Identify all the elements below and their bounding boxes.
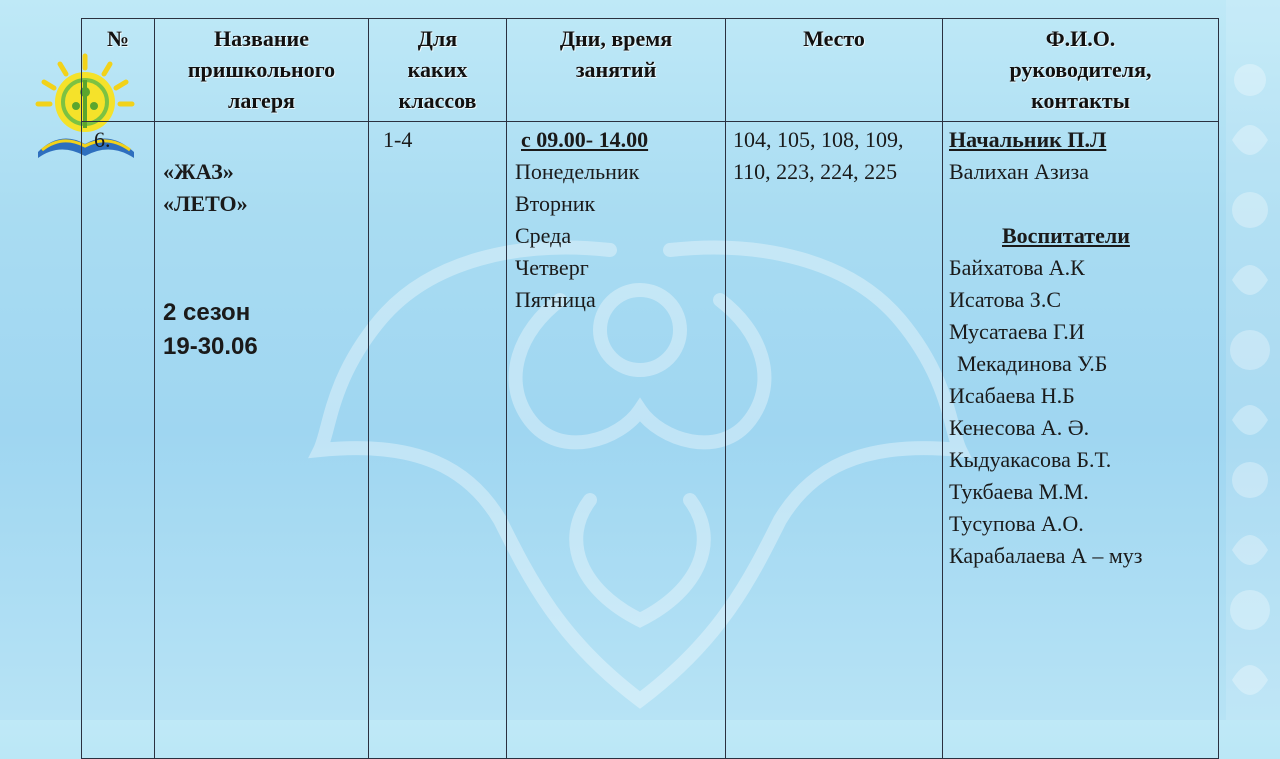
educator-item: Кыдуакасова Б.Т.	[949, 447, 1112, 472]
camp-name-ru: «ЛЕТО»	[163, 191, 248, 216]
educator-item: Исатова З.С	[949, 287, 1061, 312]
season-dates: 19-30.06	[163, 333, 258, 360]
educator-item: Тусупова А.О.	[949, 511, 1084, 536]
day-item: Среда	[515, 223, 572, 248]
header-camp-name: Название пришкольного лагеря	[155, 19, 369, 122]
header-leader: Ф.И.О. руководителя, контакты	[943, 19, 1219, 122]
educator-item: Кенесова А. Ә.	[949, 415, 1090, 440]
header-place: Место	[726, 19, 943, 122]
header-grades: Для каких классов	[369, 19, 507, 122]
table-row	[82, 122, 1219, 759]
educator-item: Мусатаева Г.И	[949, 319, 1085, 344]
educator-item: Мекадинова У.Б	[957, 351, 1108, 376]
camp-name-kz: «ЖАЗ»	[163, 159, 234, 184]
row-number: 6.	[82, 122, 155, 759]
header-number: №	[82, 19, 155, 122]
table-header-row	[82, 19, 1219, 122]
leader-cell	[943, 122, 1219, 759]
camp-schedule-table	[81, 18, 1219, 759]
place-cell: 104, 105, 108, 109, 110, 223, 224, 225	[726, 122, 943, 759]
time-range: с 09.00- 14.00	[521, 127, 649, 152]
educator-item: Исабаева Н.Б	[949, 383, 1075, 408]
day-item: Пятница	[515, 287, 596, 312]
educator-item: Байхатова А.К	[949, 255, 1085, 280]
day-item: Вторник	[515, 191, 596, 216]
day-item: Понедельник	[515, 159, 640, 184]
season-label: 2 сезон	[163, 299, 251, 326]
leader-title: Начальник П.Л	[949, 127, 1107, 152]
grades-cell: 1-4	[369, 122, 507, 759]
days-time-cell	[507, 122, 726, 759]
leader-name: Валихан Азиза	[949, 159, 1089, 184]
educators-title: Воспитатели	[1002, 223, 1130, 248]
educator-item: Тукбаева М.М.	[949, 479, 1089, 504]
day-item: Четверг	[515, 255, 589, 280]
header-days-time: Дни, время занятий	[507, 19, 726, 122]
camp-name-cell	[155, 122, 369, 759]
educator-item: Карабалаева А – муз	[949, 543, 1143, 568]
